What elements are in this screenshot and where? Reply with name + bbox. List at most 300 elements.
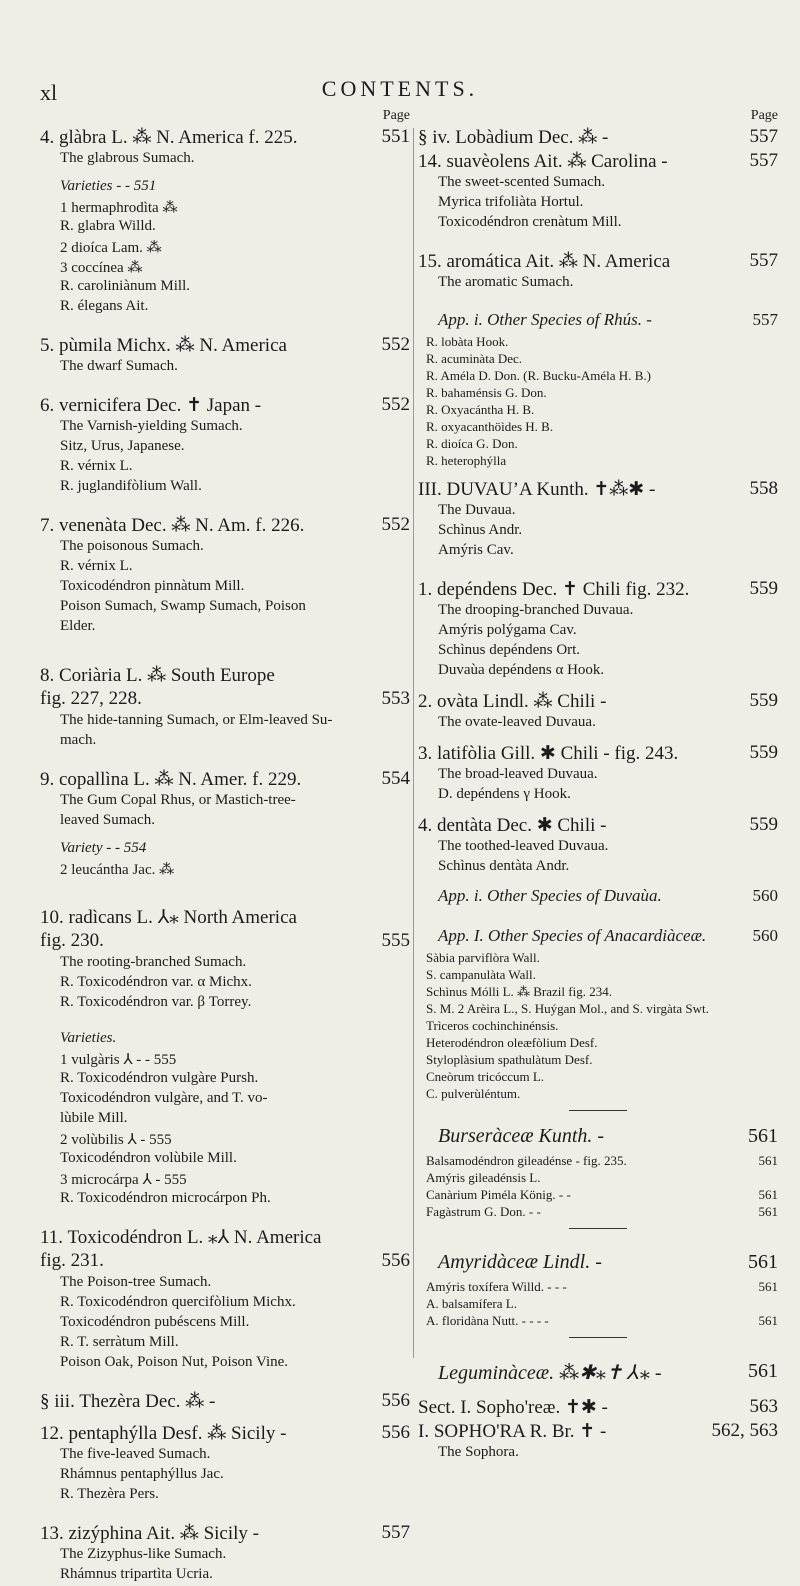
- entry-text: R. oxyacanthöìdes H. B.: [426, 419, 554, 434]
- entry-text: R. Améla D. Don. (R. Bucku-Améla H. B.): [426, 368, 651, 383]
- entry-text: The Sophora.: [438, 1444, 519, 1460]
- contents-line: [418, 838, 778, 858]
- contents-line: [40, 1070, 410, 1090]
- contents-line: [418, 1296, 778, 1313]
- entry-text: 12. pentaphýlla Desf. ⁂ Sicily -: [40, 1423, 287, 1444]
- entry-text: 6. verniciferа Dec. ✝ Japan -: [40, 395, 262, 416]
- contents-line: [40, 458, 410, 478]
- contents-line: [418, 1052, 778, 1069]
- appendix-heading: [418, 926, 778, 950]
- entry-text: 9. copallìna L. ⁂ N. Amer. f. 229.: [40, 769, 302, 790]
- contents-line: [418, 1153, 778, 1170]
- contents-line: [418, 542, 778, 562]
- contents-line: [418, 622, 778, 642]
- contents-line: [40, 1150, 410, 1170]
- spacer: [418, 294, 778, 310]
- entry-text: The broad-leaved Duvaua.: [438, 766, 598, 782]
- entry-text: The Duvaua.: [438, 502, 516, 518]
- contents-entry: [40, 1226, 410, 1250]
- entry-text: App. i. Other Species of Duvaùa.: [438, 886, 662, 905]
- entry-text: Amyridàceæ Lindl. -: [438, 1251, 602, 1273]
- page-ref: 552: [381, 334, 410, 355]
- contents-line: [40, 1294, 410, 1314]
- entry-text: R. Toxicodéndron quercifòlium Michx.: [60, 1294, 296, 1310]
- contents-line: [40, 218, 410, 238]
- contents-line: [418, 642, 778, 662]
- spacer: [40, 638, 410, 664]
- contents-line: [418, 602, 778, 622]
- entry-text: Heterodéndron oleæfòlium Desf.: [426, 1035, 598, 1050]
- entry-text: Amýris gileadénsis L.: [426, 1170, 541, 1185]
- section-rule: [418, 1221, 778, 1235]
- spacer: [418, 682, 778, 690]
- contents-line: [40, 150, 410, 170]
- contents-entry: [40, 930, 410, 954]
- contents-entry: [40, 906, 410, 930]
- appendix-heading: [418, 310, 778, 334]
- entry-text: 11. Toxicodéndron L. ⁎⅄ N. America: [40, 1227, 322, 1248]
- contents-line: [418, 522, 778, 542]
- contents-line: [418, 453, 778, 470]
- entry-text: Varieties.: [60, 1030, 117, 1046]
- entry-text: 10. radìcans L. ⅄⁎ North America: [40, 907, 297, 928]
- spacer: [418, 806, 778, 814]
- contents-line: [418, 967, 778, 984]
- entry-text: R. glabra Willd.: [60, 218, 156, 234]
- spacer: [40, 1374, 410, 1390]
- entry-text: 15. aromática Ait. ⁂ N. America: [418, 251, 671, 272]
- entry-text: R. bahaménsis G. Don.: [426, 385, 547, 400]
- page-ref: 556: [381, 1250, 410, 1271]
- entry-text: fig. 227, 228.: [40, 688, 142, 709]
- entry-text: 8. Coriària L. ⁂ South Europe: [40, 665, 275, 686]
- entry-text: Burseràceæ Kunth. -: [438, 1125, 605, 1147]
- page-ref: 561: [758, 1153, 778, 1168]
- entry-text: The Varnish-yielding Sumach.: [60, 418, 243, 434]
- entry-text: R. Toxicodéndron var. α Michx.: [60, 974, 252, 990]
- spacer: [40, 1506, 410, 1522]
- page-ref: 557: [749, 126, 778, 147]
- contents-line: [40, 1566, 410, 1586]
- contents-line: [418, 502, 778, 522]
- contents-line: [40, 258, 410, 278]
- contents-entry: [40, 1522, 410, 1546]
- page-header: [0, 72, 800, 112]
- page-ref: 551: [381, 126, 410, 147]
- spacer: [40, 1210, 410, 1226]
- contents-line: [40, 954, 410, 974]
- page-ref: 553: [381, 688, 410, 709]
- entry-text: App. i. Other Species of Rhús. -: [438, 310, 652, 329]
- entry-text: The ovate-leaved Duvaua.: [438, 714, 596, 730]
- appendix-heading: [418, 886, 778, 910]
- page-ref: 556: [381, 1422, 410, 1443]
- contents-entry: [418, 690, 778, 714]
- contents-line: [418, 1444, 778, 1464]
- contents-line: [40, 1354, 410, 1374]
- entry-text: The poisonous Sumach.: [60, 538, 204, 554]
- contents-line: [40, 812, 410, 832]
- entry-text: Fagàstrum G. Don. - -: [426, 1204, 541, 1219]
- contents-line: [40, 358, 410, 378]
- entry-text: The drooping-branched Duvaua.: [438, 602, 634, 618]
- entry-text: Variety - - 554: [60, 840, 147, 856]
- entry-text: R. Thezèra Pers.: [60, 1486, 159, 1502]
- entry-text: 5. pùmila Michx. ⁂ N. America: [40, 335, 287, 356]
- page-number: xl: [40, 80, 58, 105]
- entry-text: The rooting-branched Sumach.: [60, 954, 247, 970]
- contents-entry: [40, 394, 410, 418]
- family-heading: [418, 1251, 778, 1279]
- contents-line: [418, 274, 778, 294]
- contents-line: [40, 860, 410, 880]
- contents-line: [418, 1035, 778, 1052]
- contents-line: [40, 792, 410, 812]
- left-column: [40, 108, 410, 1586]
- entry-text: III. DUVAU’A Kunth. ✝⁂✱ -: [418, 479, 656, 500]
- contents-line: [40, 578, 410, 598]
- spacer: [418, 1235, 778, 1251]
- entry-text: A. balsamífera L.: [426, 1296, 517, 1311]
- entry-text: 4. glàbra L. ⁂ N. America f. 225.: [40, 127, 298, 148]
- spacer: [418, 1344, 778, 1360]
- contents-line: [40, 732, 410, 752]
- page-title: CONTENTS.: [321, 76, 479, 101]
- entry-text: Rhámnus pentaphýllus Jac.: [60, 1466, 224, 1482]
- page-ref: 561: [758, 1279, 778, 1294]
- entry-text: Elder.: [60, 618, 96, 634]
- entry-text: Schìnus Andr.: [438, 522, 523, 538]
- entry-text: R. Toxicodéndron vulgàre Pursh.: [60, 1070, 259, 1086]
- contents-line: [418, 1187, 778, 1204]
- contents-line: [418, 786, 778, 806]
- column-divider: [413, 128, 414, 1358]
- entry-text: 3 microcárpa ⅄ - 555: [60, 1172, 187, 1188]
- entry-text: R. heterophýlla: [426, 453, 507, 468]
- entry-text: S. campanulàta Wall.: [426, 967, 536, 982]
- entry-text: R. lobàta Hook.: [426, 334, 509, 349]
- spacer: [418, 1388, 778, 1396]
- contents-line: [418, 984, 778, 1001]
- entry-text: R. Toxicodéndron microcárpon Ph.: [60, 1190, 271, 1206]
- spacer: [418, 734, 778, 742]
- page-ref: 557: [381, 1522, 410, 1543]
- spacer: [40, 318, 410, 334]
- contents-line: [418, 1204, 778, 1221]
- entry-text: Myrica trifoliàta Hortul.: [438, 194, 584, 210]
- entry-text: The hide-tanning Sumach, or Elm-leaved Su-: [60, 712, 333, 728]
- entry-text: Poison Sumach, Swamp Sumach, Poison: [60, 598, 306, 614]
- entry-text: 1 vulgàris ⅄ - - 555: [60, 1052, 177, 1068]
- entry-text: D. depéndens γ Hook.: [438, 786, 571, 802]
- entry-text: mach.: [60, 732, 97, 748]
- entry-text: fig. 231.: [40, 1250, 104, 1271]
- spacer: [40, 1014, 410, 1030]
- spacer: [40, 378, 410, 394]
- entry-text: § iii. Thezèra Dec. ⁂ -: [40, 1391, 216, 1412]
- entry-text: Toxicodéndron crenàtum Mill.: [438, 214, 622, 230]
- contents-line: [418, 858, 778, 878]
- contents-entry: [418, 1420, 778, 1444]
- entry-text: Amýris toxífera Willd. - - -: [426, 1279, 567, 1294]
- contents-line: [40, 1446, 410, 1466]
- entry-text: § iv. Lobàdium Dec. ⁂ -: [418, 127, 609, 148]
- contents-line: [40, 1546, 410, 1566]
- entry-text: 2. ovàta Lindl. ⁂ Chili -: [418, 691, 607, 712]
- entry-text: Poison Oak, Poison Nut, Poison Vine.: [60, 1354, 289, 1370]
- contents-line: [40, 418, 410, 438]
- page-ref: 560: [752, 886, 778, 905]
- contents-line: [40, 840, 410, 860]
- entry-text: R. vérnix L.: [60, 458, 133, 474]
- page-ref: 561: [748, 1125, 778, 1147]
- contents-line: [418, 385, 778, 402]
- entry-text: R. Oxyacántha H. B.: [426, 402, 535, 417]
- contents-line: [40, 1314, 410, 1334]
- contents-line: [40, 558, 410, 578]
- page-ref: 552: [381, 514, 410, 535]
- contents-line: [40, 438, 410, 458]
- entry-text: Sect. I. Sopho'reæ. ✝✱ -: [418, 1397, 608, 1418]
- page-ref: 556: [381, 1390, 410, 1411]
- page-ref: 558: [749, 478, 778, 499]
- contents-line: [418, 402, 778, 419]
- contents-line: [418, 766, 778, 786]
- entry-text: Varieties - - 551: [60, 178, 157, 194]
- contents-entry: [40, 768, 410, 792]
- entry-text: lùbile Mill.: [60, 1110, 128, 1126]
- entry-text: Balsamodéndron gileadénse - fig. 235.: [426, 1153, 627, 1168]
- entry-text: 14. suavèolens Ait. ⁂ Carolina -: [418, 151, 668, 172]
- contents-line: [418, 1170, 778, 1187]
- contents-entry: [40, 688, 410, 712]
- entry-text: S. M. 2 Arèira L., S. Huýgan Mol., and S. virgàta Swt.: [426, 1001, 709, 1016]
- contents-entry: [40, 514, 410, 538]
- page-column-label: Page: [750, 108, 778, 123]
- page-ref: 554: [381, 768, 410, 789]
- entry-text: R. dioíca G. Don.: [426, 436, 518, 451]
- entry-text: 2 dioíca Lam. ⁂: [60, 240, 162, 256]
- entry-text: R. élegans Ait.: [60, 298, 149, 314]
- right-column: [418, 108, 778, 1464]
- contents-line: [40, 178, 410, 198]
- contents-line: [418, 194, 778, 214]
- contents-line: [40, 1030, 410, 1050]
- contents-line: [418, 950, 778, 967]
- entry-text: Styloplàsium spathulàtum Desf.: [426, 1052, 593, 1067]
- page-ref: 552: [381, 394, 410, 415]
- contents-line: [418, 174, 778, 194]
- entry-text: 2 volùbilis ⅄ - 555: [60, 1132, 172, 1148]
- spacer: [40, 832, 410, 840]
- spacer: [40, 170, 410, 178]
- entry-text: Leguminàceæ. ⁂✱⁎✝ ⅄⁎ -: [438, 1362, 662, 1384]
- contents-line: [40, 278, 410, 298]
- page-ref: 559: [749, 690, 778, 711]
- entry-text: Canàrium Piméla König. - -: [426, 1187, 571, 1202]
- entry-text: A. floridàna Nutt. - - - -: [426, 1313, 549, 1328]
- contents-line: [40, 974, 410, 994]
- page-ref: 561: [748, 1251, 778, 1273]
- entry-text: C. pulverùléntum.: [426, 1086, 521, 1101]
- entry-text: 4. dentàta Dec. ✱ Chili -: [418, 815, 607, 836]
- contents-line: [40, 994, 410, 1014]
- contents-entry: [418, 478, 778, 502]
- entry-text: Schìnus dentàta Andr.: [438, 858, 570, 874]
- contents-line: [40, 298, 410, 318]
- entry-text: R. vérnix L.: [60, 558, 133, 574]
- contents-line: [418, 1018, 778, 1035]
- page-ref: 561: [748, 1360, 778, 1382]
- section-rule: [418, 1103, 778, 1117]
- entry-text: Duvaùa depéndens α Hook.: [438, 662, 605, 678]
- entry-text: Toxicodéndron volùbile Mill.: [60, 1150, 237, 1166]
- contents-line: [418, 714, 778, 734]
- entry-text: 3 coccínea ⁂: [60, 260, 143, 276]
- entry-text: The dwarf Sumach.: [60, 358, 178, 374]
- contents-entry: [40, 1390, 410, 1414]
- contents-entry: [418, 150, 778, 174]
- entry-text: 3. latifòlia Gill. ✱ Chili - fig. 243.: [418, 743, 679, 764]
- page-ref: 559: [749, 578, 778, 599]
- entry-text: The aromatic Sumach.: [438, 274, 574, 290]
- entry-text: Sitz, Urus, Japanese.: [60, 438, 185, 454]
- contents-line: [418, 1069, 778, 1086]
- entry-text: The sweet-scented Sumach.: [438, 174, 606, 190]
- entry-text: Trìceros cochinchinénsis.: [426, 1018, 559, 1033]
- entry-text: Schìnus Mólli L. ⁂ Brazil fig. 234.: [426, 984, 612, 999]
- entry-text: fig. 230.: [40, 930, 104, 951]
- contents-entry: [418, 814, 778, 838]
- entry-text: 1. depéndens Dec. ✝ Chili fig. 232.: [418, 579, 690, 600]
- spacer: [40, 752, 410, 768]
- contents-line: [418, 1279, 778, 1296]
- contents-line: [418, 1001, 778, 1018]
- entry-text: 1 hermaphrodìta ⁂: [60, 200, 178, 216]
- entry-text: Toxicodéndron pinnàtum Mill.: [60, 578, 245, 594]
- contents-line: [40, 1090, 410, 1110]
- entry-text: R. acuminàta Dec.: [426, 351, 523, 366]
- spacer: [418, 878, 778, 886]
- entry-text: I. SOPHO'RA R. Br. ✝ -: [418, 1421, 607, 1442]
- contents-line: [418, 436, 778, 453]
- page-ref: 560: [752, 926, 778, 945]
- contents-line: [40, 538, 410, 558]
- contents-line: [418, 214, 778, 234]
- entry-text: The glabrous Sumach.: [60, 150, 195, 166]
- contents-line: [418, 1086, 778, 1103]
- page-ref: 557: [749, 150, 778, 171]
- entry-text: Toxicodéndron pubéscens Mill.: [60, 1314, 250, 1330]
- contents-entry: [40, 1250, 410, 1274]
- entry-text: 7. venenàta Dec. ⁂ N. Am. f. 226.: [40, 515, 305, 536]
- entry-text: Cneòrum tricóccum L.: [426, 1069, 545, 1084]
- contents-line: [418, 662, 778, 682]
- spacer: [418, 562, 778, 578]
- spacer: [40, 498, 410, 514]
- contents-line: [40, 712, 410, 732]
- contents-entry: [418, 1396, 778, 1420]
- entry-text: The toothed-leaved Duvaua.: [438, 838, 609, 854]
- family-heading: [418, 1125, 778, 1153]
- contents-line: [40, 1486, 410, 1506]
- entry-text: Amýris Cav.: [438, 542, 514, 558]
- entry-text: Schìnus depéndens Ort.: [438, 642, 581, 658]
- entry-text: R. T. serràtum Mill.: [60, 1334, 179, 1350]
- page-ref: 562, 563: [711, 1420, 778, 1441]
- contents-line: [40, 478, 410, 498]
- contents-entry: [418, 578, 778, 602]
- contents-entry: [418, 742, 778, 766]
- page-ref: 555: [381, 930, 410, 951]
- entry-text: R. Toxicodéndron var. β Torrey.: [60, 994, 252, 1010]
- page-ref: 557: [749, 250, 778, 271]
- page-ref: 557: [752, 310, 778, 329]
- entry-text: The five-leaved Sumach.: [60, 1446, 211, 1462]
- spacer: [418, 910, 778, 926]
- page-column-label: Page: [382, 108, 410, 123]
- page-ref: 559: [749, 814, 778, 835]
- spacer: [418, 234, 778, 250]
- entry-text: The Gum Copal Rhus, or Mastich-tree-: [60, 792, 296, 808]
- entry-text: The Zizyphus-like Sumach.: [60, 1546, 227, 1562]
- entry-text: 2 leucántha Jac. ⁂: [60, 862, 175, 878]
- spacer: [40, 880, 410, 906]
- entry-text: Amýris polýgama Cav.: [438, 622, 577, 638]
- contents-line: [40, 618, 410, 638]
- entry-text: R. caroliniànum Mill.: [60, 278, 190, 294]
- entry-text: Toxicodéndron vulgàre, and T. vo-: [60, 1090, 268, 1106]
- contents-line: [40, 1274, 410, 1294]
- contents-entry: [40, 1422, 410, 1446]
- page-ref: 559: [749, 742, 778, 763]
- page-ref: 561: [758, 1204, 778, 1219]
- page-ref: 563: [749, 1396, 778, 1417]
- spacer: [40, 1414, 410, 1422]
- contents-line: [418, 351, 778, 368]
- contents-line: [418, 334, 778, 351]
- contents-entry: [40, 334, 410, 358]
- section-rule: [418, 1330, 778, 1344]
- spacer: [418, 1117, 778, 1125]
- entry-text: 13. zizýphina Ait. ⁂ Sicily -: [40, 1523, 260, 1544]
- contents-entry: [418, 250, 778, 274]
- contents-entry: [40, 664, 410, 688]
- family-heading: [418, 1360, 778, 1388]
- spacer: [418, 470, 778, 478]
- entry-text: App. I. Other Species of Anacardiàceæ.: [438, 926, 707, 945]
- contents-entry: [40, 126, 410, 150]
- contents-line: [40, 238, 410, 258]
- contents-line: [40, 1334, 410, 1354]
- contents-line: [40, 1466, 410, 1486]
- page-ref: 561: [758, 1313, 778, 1328]
- entry-text: The Poison-tree Sumach.: [60, 1274, 212, 1290]
- contents-line: [40, 1190, 410, 1210]
- contents-line: [418, 419, 778, 436]
- page-ref: 561: [758, 1187, 778, 1202]
- contents-entry: [418, 126, 778, 150]
- entry-text: leaved Sumach.: [60, 812, 155, 828]
- contents-line: [40, 598, 410, 618]
- contents-line: [40, 1170, 410, 1190]
- contents-line: [40, 1130, 410, 1150]
- contents-line: [40, 198, 410, 218]
- contents-line: [418, 368, 778, 385]
- entry-text: Rhámnus tripartìta Ucria.: [60, 1566, 213, 1582]
- contents-line: [40, 1050, 410, 1070]
- contents-line: [40, 1110, 410, 1130]
